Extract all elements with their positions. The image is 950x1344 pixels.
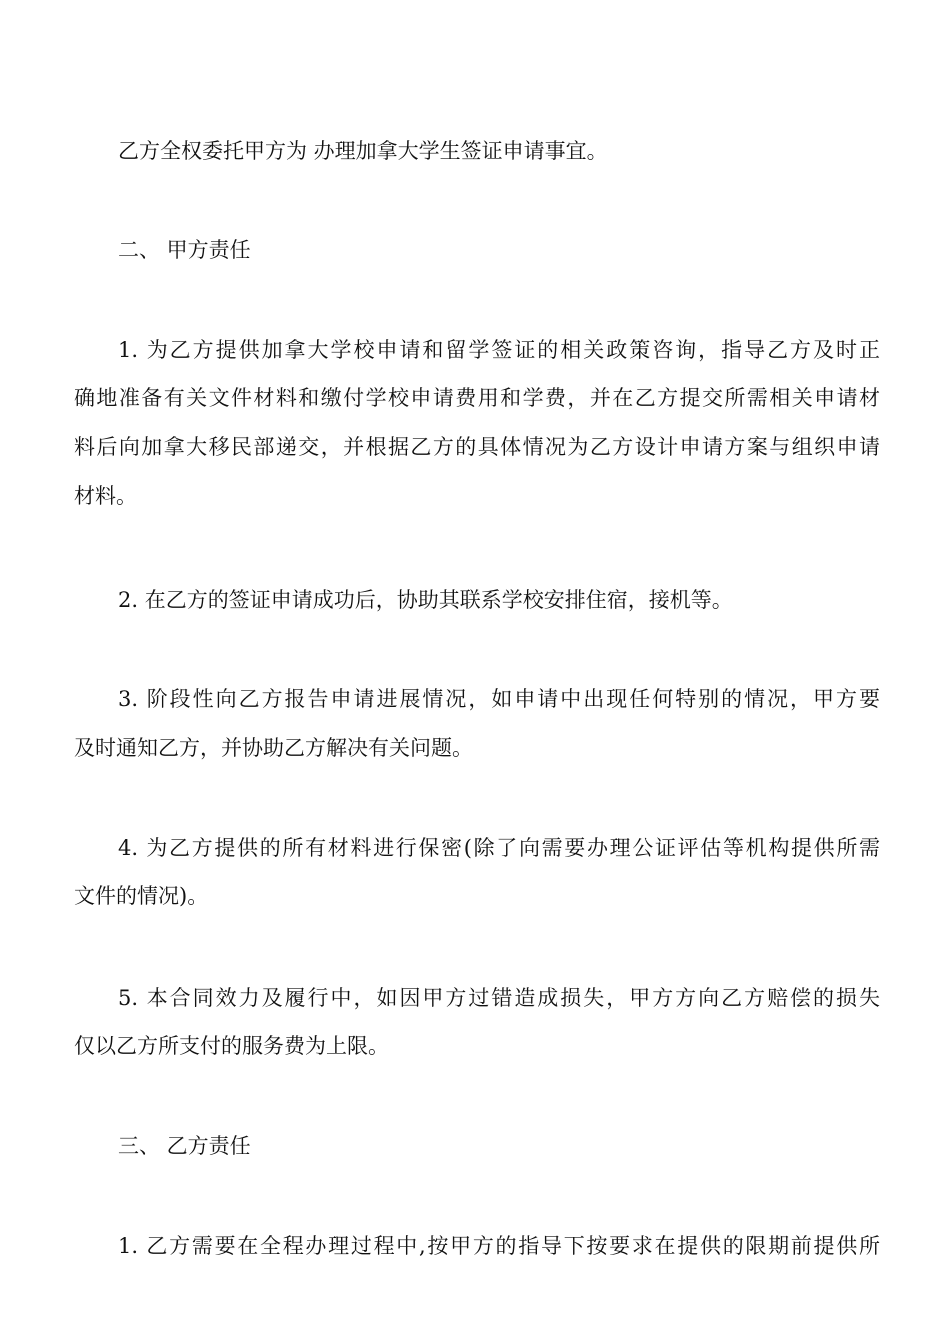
section-three-heading: 三、 乙方责任	[118, 1134, 251, 1158]
paragraph-line: 料后向加拿大移民部递交，并根据乙方的具体情况为乙方设计申请方案与组织申请	[74, 435, 880, 459]
intro-paragraph: 乙方全权委托甲方为 办理加拿大学生签证申请事宜。	[118, 139, 608, 163]
paragraph-line: 1. 为乙方提供加拿大学校申请和留学签证的相关政策咨询，指导乙方及时正	[118, 338, 880, 362]
paragraph-line: 文件的情况)。	[74, 884, 209, 908]
paragraph-line: 仅以乙方所支付的服务费为上限。	[74, 1034, 389, 1058]
paragraph-line: 确地准备有关文件材料和缴付学校申请费用和学费，并在乙方提交所需相关申请材	[74, 386, 880, 410]
paragraph-line: 1. 乙方需要在全程办理过程中,按甲方的指导下按要求在提供的限期前提供所	[118, 1234, 880, 1258]
paragraph-line: 2. 在乙方的签证申请成功后，协助其联系学校安排住宿，接机等。	[118, 588, 733, 612]
section-two-heading: 二、 甲方责任	[118, 238, 251, 262]
paragraph-line: 3. 阶段性向乙方报告申请进展情况，如申请中出现任何特别的情况，甲方要	[118, 687, 880, 711]
paragraph-line: 5. 本合同效力及履行中，如因甲方过错造成损失，甲方方向乙方赔偿的损失	[118, 986, 880, 1010]
paragraph-line: 及时通知乙方，并协助乙方解决有关问题。	[74, 736, 473, 760]
paragraph-line: 4. 为乙方提供的所有材料进行保密(除了向需要办理公证评估等机构提供所需	[118, 836, 880, 860]
paragraph-line: 材料。	[74, 484, 137, 508]
